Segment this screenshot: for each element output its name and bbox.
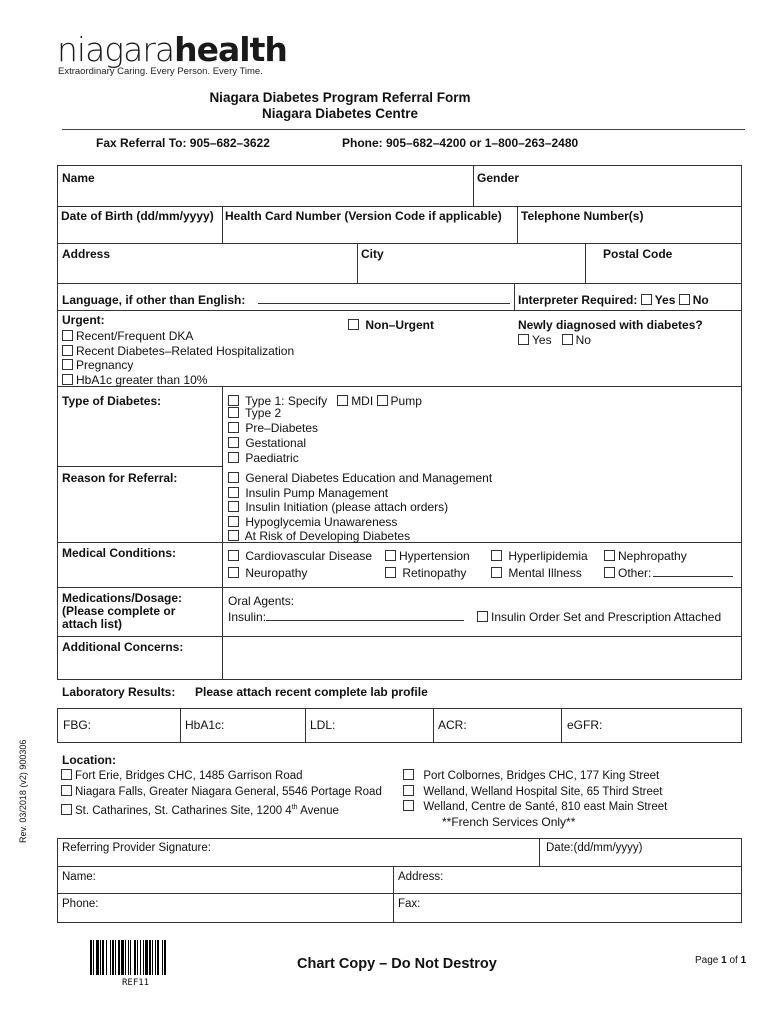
dob-label: Date of Birth (dd/mm/yyyy) [61, 209, 214, 223]
interpreter-yes-checkbox[interactable] [641, 294, 652, 305]
checkbox[interactable] [228, 422, 239, 433]
checkbox[interactable] [228, 487, 239, 498]
checkbox[interactable] [604, 550, 615, 561]
date-label[interactable]: Date:(dd/mm/yyyy) [546, 842, 643, 854]
checkbox[interactable] [228, 516, 239, 527]
form-subtitle: Niagara Diabetes Centre [261, 106, 419, 121]
newly-no-checkbox[interactable] [562, 334, 573, 345]
lab-ldl[interactable]: LDL: [310, 718, 336, 732]
health-card-label: Health Card Number (Version Code if applicable) [225, 209, 502, 223]
checkbox[interactable] [228, 407, 239, 418]
niagara-health-logo: niagarahealth [57, 30, 287, 69]
checkbox[interactable] [228, 567, 239, 578]
interpreter-required: Interpreter Required: Yes No [518, 293, 709, 307]
lab-hba1c[interactable]: HbA1c: [185, 718, 225, 732]
fax-referral: Fax Referral To: 905–682–3622 [96, 136, 270, 150]
barcode-text: REF11 [122, 978, 150, 988]
oral-agents-label: Oral Agents: [228, 594, 295, 608]
name-gender-row [57, 165, 742, 207]
type1-checkbox[interactable] [228, 395, 239, 406]
insulin-label: Insulin: [228, 610, 464, 624]
newly-diagnosed-label: Newly diagnosed with diabetes? [518, 318, 703, 332]
chart-copy-label: Chart Copy – Do Not Destroy [297, 956, 497, 972]
checkbox[interactable] [228, 472, 239, 483]
lab-table [57, 708, 742, 743]
urgent-item: Pregnancy [62, 358, 294, 373]
lab-note: Please attach recent complete lab profile [195, 685, 428, 699]
signature-label[interactable]: Referring Provider Signature: [62, 842, 211, 854]
checkbox[interactable] [403, 785, 414, 796]
checkbox[interactable] [61, 769, 72, 780]
provider-name-label[interactable]: Name: [62, 871, 96, 883]
city-label: City [361, 247, 384, 261]
urgent-label: Urgent: [62, 313, 105, 327]
provider-fax-label[interactable]: Fax: [398, 898, 421, 910]
retinopathy-option: Retinopathy [385, 566, 466, 580]
provider-address-label[interactable]: Address: [398, 871, 444, 883]
checkbox[interactable] [403, 769, 414, 780]
hyperlipidemia-option: Hyperlipidemia [491, 549, 588, 563]
language-field[interactable] [258, 303, 510, 304]
checkbox[interactable] [228, 437, 239, 448]
urgent-item: HbA1c greater than 10% [62, 373, 294, 388]
type-of-diabetes-label: Type of Diabetes: [62, 394, 162, 408]
header-divider [62, 129, 745, 130]
language-label: Language, if other than English: [62, 293, 246, 307]
other-option: Other: [604, 566, 733, 580]
reason-label: Reason for Referral: [62, 471, 178, 485]
checkbox[interactable] [228, 452, 239, 463]
lab-results-label: Laboratory Results: [62, 685, 176, 699]
form-title: Niagara Diabetes Program Referral Form [209, 90, 471, 105]
phone-number: Phone: 905–682–4200 or 1–800–263–2480 [342, 136, 579, 150]
newly-diagnosed-options: Yes No [518, 333, 591, 347]
insulin-order-set: Insulin Order Set and Prescription Attached [477, 610, 721, 624]
additional-concerns-label: Additional Concerns: [62, 640, 184, 654]
newly-yes-checkbox[interactable] [518, 334, 529, 345]
nephropathy-option: Nephropathy [604, 549, 687, 563]
revision-note: Rev. 03/2018 (v2) 900306 [18, 739, 28, 843]
checkbox[interactable] [385, 550, 396, 561]
mental-illness-option: Mental Illness [491, 566, 582, 580]
lab-egfr[interactable]: eGFR: [567, 718, 603, 732]
location-label: Location: [62, 753, 116, 767]
address-label: Address [62, 247, 111, 261]
checkbox[interactable] [62, 359, 73, 370]
checkbox[interactable] [62, 374, 73, 385]
location-right: Port Colbornes, Bridges CHC, 177 King Street Welland, Welland Hospital Site, 65 Third Street Welland, Centre de Santé, 810 east Main Street [403, 769, 667, 816]
checkbox[interactable] [61, 804, 72, 815]
checkbox[interactable] [61, 785, 72, 796]
checkbox[interactable] [62, 330, 73, 341]
checkbox[interactable] [491, 550, 502, 561]
location-left: Fort Erie, Bridges CHC, 1485 Garrison Road Niagara Falls, Greater Niagara General, 5546 Portage Road St. Catharines, St. Catharines Site, 1200 4th Avenue [61, 769, 382, 819]
logo-tagline: Extraordinary Caring. Every Person. Every Time. [58, 66, 263, 77]
cardio-option: Cardiovascular Disease [228, 549, 372, 563]
neuropathy-option: Neuropathy [228, 566, 307, 580]
order-set-checkbox[interactable] [477, 611, 488, 622]
insulin-field[interactable] [266, 620, 464, 621]
urgent-item: Recent/Frequent DKA [62, 329, 294, 344]
lab-acr[interactable]: ACR: [438, 718, 467, 732]
reason-items: General Diabetes Education and Management Insulin Pump Management Insulin Initiation (please attach orders) Hypoglycemia Unawareness At Risk of Developing Diabetes [228, 471, 492, 544]
interpreter-no-checkbox[interactable] [679, 294, 690, 305]
urgent-items [62, 329, 294, 387]
other-field[interactable] [653, 576, 733, 577]
checkbox[interactable] [491, 567, 502, 578]
name-label: Name [62, 171, 95, 185]
gender-label: Gender [477, 171, 520, 185]
pump-checkbox[interactable] [377, 395, 388, 406]
medications-label: Medications/Dosage: (Please complete or attach list) [62, 591, 183, 631]
checkbox[interactable] [228, 530, 239, 541]
checkbox[interactable] [62, 345, 73, 356]
checkbox[interactable] [604, 567, 615, 578]
diabetes-types: Type 1: Specify MDI Pump Type 2 Pre–Diabetes Gestational Paediatric [228, 394, 422, 466]
checkbox[interactable] [385, 567, 396, 578]
urgent-item: Recent Diabetes–Related Hospitalization [62, 344, 294, 359]
non-urgent: Non–Urgent [348, 318, 434, 332]
medical-conditions-label: Medical Conditions: [62, 546, 176, 560]
mdi-checkbox[interactable] [337, 395, 348, 406]
french-services: **French Services Only** [442, 815, 576, 829]
lab-fbg[interactable]: FBG: [63, 718, 92, 732]
postal-code-label: Postal Code [603, 247, 673, 261]
telephone-label: Telephone Number(s) [521, 209, 644, 223]
page-number: Page 1 of 1 [695, 955, 747, 966]
checkbox[interactable] [228, 550, 239, 561]
non-urgent-checkbox[interactable] [348, 319, 359, 330]
checkbox[interactable] [228, 501, 239, 512]
hypertension-option: Hypertension [385, 549, 470, 563]
provider-phone-label[interactable]: Phone: [62, 898, 99, 910]
barcode [90, 940, 186, 975]
checkbox[interactable] [403, 800, 414, 811]
